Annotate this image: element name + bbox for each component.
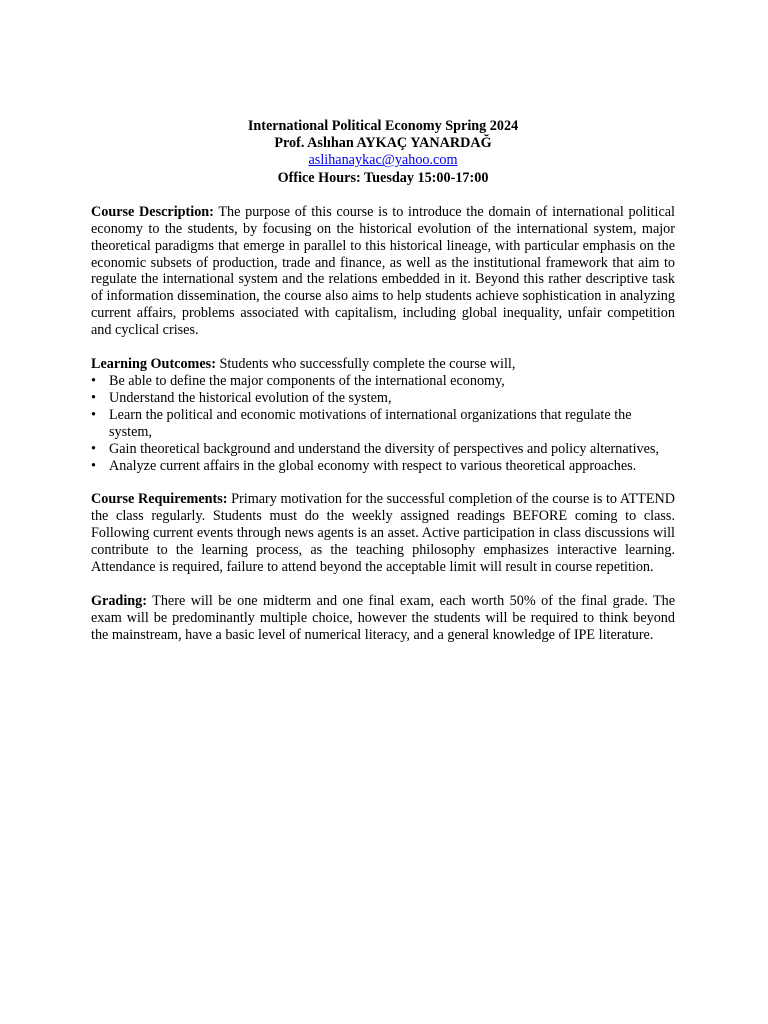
- course-requirements-text: Primary motivation for the successful completion of the course is to ATTEND the class regularly. Students must do the weekly assigned readings BEFORE coming to class. Following current events through news agents is an asset. Active participation in class discussions will contribute to the learning process, as the teaching philosophy emphasizes interactive learning. Attendance is required, failure to attend beyond the acceptable limit will result in course repetition.: [91, 491, 675, 576]
- list-item: [91, 390, 675, 407]
- grading-label: Grading:: [91, 592, 147, 609]
- syllabus-header: [91, 118, 675, 187]
- course-requirements-section: [91, 491, 675, 576]
- learning-outcomes-intro: Students who successfully complete the course will,: [215, 356, 516, 373]
- course-description-text: The purpose of this course is to introduce the domain of international political economy to the students, by focusing on the historical evolution of the international system, major theoretical paradigms that emerge in parallel to this historical lineage, with particular emphasis on the economic subsets of production, trade and finance, as well as the institutional framework that aim to regulate the international system and the relations embedded in it. Beyond this rather descriptive task of information dissemination, the course also aims to help students achieve sophistication in analyzing current affairs, problems associated with capitalism, including global inequality, unfair competition and cyclical crises.: [91, 203, 675, 339]
- professor-name: Prof. Aslıhan AYKAÇ YANARDAĞ: [274, 135, 492, 152]
- list-item: [91, 373, 675, 390]
- bullet-icon: •: [91, 457, 96, 474]
- list-item-text: Be able to define the major components of the international economy,: [109, 372, 505, 389]
- bullet-icon: •: [91, 406, 96, 423]
- list-item-text: Analyze current affairs in the global economy with respect to various theoretical approaches.: [109, 457, 637, 474]
- list-item: [91, 407, 675, 441]
- course-requirements-label: Course Requirements:: [91, 491, 228, 508]
- learning-outcomes-label: Learning Outcomes:: [91, 356, 216, 373]
- list-item-text: Gain theoretical background and understand the diversity of perspectives and policy alternatives,: [109, 440, 659, 457]
- list-item-text: Learn the political and economic motivations of international organizations that regulate the system,: [109, 406, 632, 440]
- list-item: [91, 458, 675, 475]
- list-item-text: Understand the historical evolution of the system,: [109, 389, 392, 406]
- learning-outcomes-list: [91, 373, 675, 474]
- list-item: [91, 441, 675, 458]
- bullet-icon: •: [91, 372, 96, 389]
- course-title: International Political Economy Spring 2024: [247, 118, 519, 134]
- learning-outcomes-section: [91, 356, 675, 373]
- syllabus-page: [91, 118, 675, 661]
- course-description-section: [91, 204, 675, 339]
- grading-section: [91, 593, 675, 644]
- bullet-icon: •: [91, 389, 96, 406]
- professor-email-link[interactable]: aslihanaykac@yahoo.com: [308, 152, 458, 169]
- bullet-icon: •: [91, 440, 96, 457]
- course-description-label: Course Description:: [91, 203, 214, 220]
- office-hours: Office Hours: Tuesday 15:00-17:00: [277, 169, 489, 186]
- grading-text: There will be one midterm and one final exam, each worth 50% of the final grade. The exam will be predominantly multiple choice, however the students will be required to think beyond the mainstream, have a basic level of numerical literacy, and a general knowledge of IPE literature.: [91, 592, 675, 643]
